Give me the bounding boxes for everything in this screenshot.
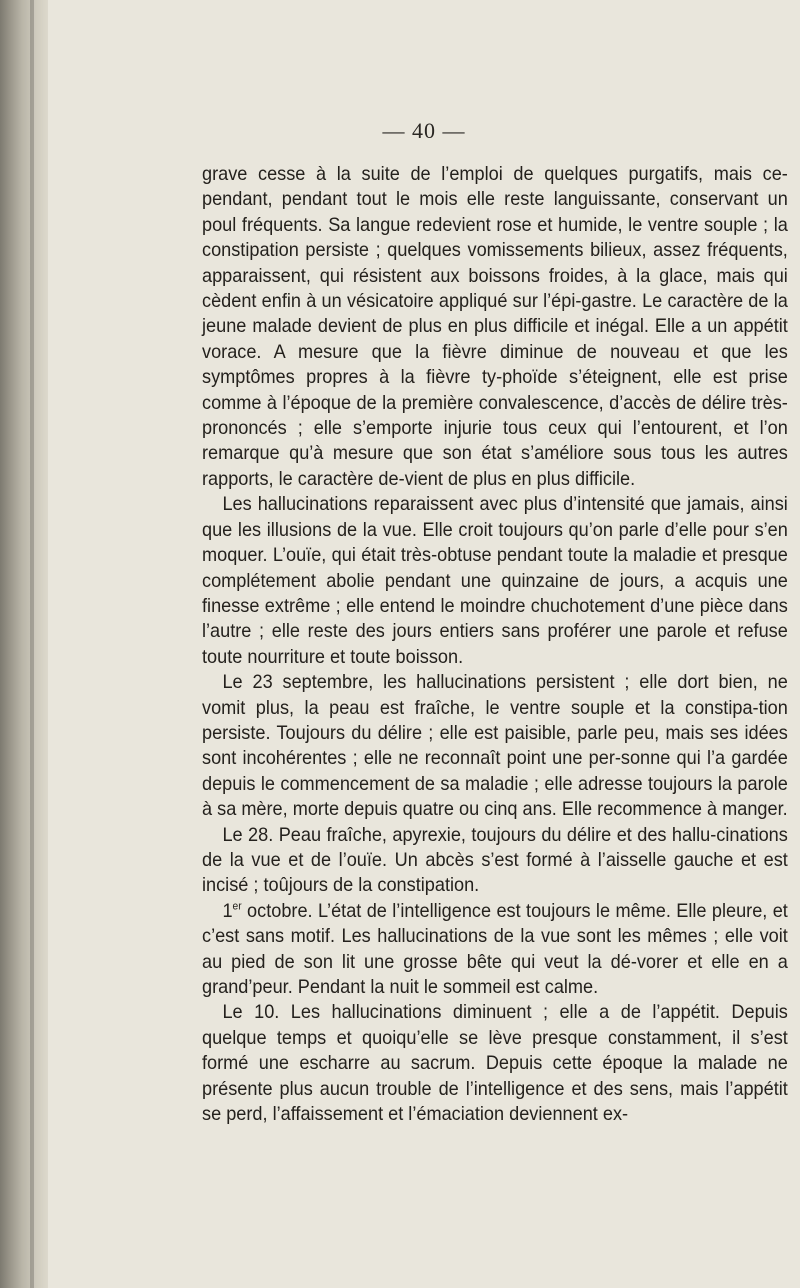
book-binding-edge [0,0,48,1288]
binding-shadow [30,0,34,1288]
book-page [48,0,800,1288]
paragraph-6: Le 10. Les hallucinations diminuent ; elle a de l’appétit. Depuis quelque temps et quoiqu’elle se lève presque constamment, il s’est formé une escharre au sacrum. Depuis cette époque la malade ne présente plus aucun trouble de l’intelligence et des sens, mais l’appétit se perd, l’affaissement et l’émaciation deviennent ex- [202,1001,788,1126]
paragraph-3: Le 23 septembre, les hallucinations persistent ; elle dort bien, ne vomit plus, la peau est fraîche, le ventre souple et la constipa-tion persiste. Toujours du délire ; elle est paisible, parle peu, mais ses idées sont incohérentes ; elle ne reconnaît point une per-sonne qui l’a gardée depuis le commencement de sa maladie ; elle adresse toujours la parole à sa mère, morte depuis quatre ou cinq ans. Elle recommence à manger. [202,671,788,821]
paragraph-5-text: octobre. L’état de l’intelligence est toujours le même. Elle pleure, et c’est sans motif. Les hallucinations de la vue sont les mêmes ; elle voit au pied de son lit une grosse bête qui veut la dé-vorer et elle en a grand’peur. Pendant la nuit le sommeil est calme. [202,899,788,998]
page-number: — 40 — [382,118,466,143]
paragraph-4: Le 28. Peau fraîche, apyrexie, toujours du délire et des hallu-cinations de la vue et de l’ouïe. Un abcès s’est formé à l’aisselle gauche et est incisé ; toûjours de la constipation. [202,823,788,897]
date-ordinal-suffix: er [232,900,242,913]
paragraph-1: grave cesse à la suite de l’emploi de quelques purgatifs, mais ce-pendant, pendant tout le mois elle reste languissante, conservant un poul fréquents. Sa langue redevient rose et humide, le ventre souple ; la constipation persiste ; quelques vomissements bilieux, assez fréquents, apparaissent, qui résistent aux boissons froides, à la glace, mais qui cèdent enfin à un vésicatoire appliqué sur l’épi-gastre. Le caractère de la jeune malade devient de plus en plus difficile et inégal. Elle a un appétit vorace. A mesure que la fièvre diminue de nouveau et que les symptômes propres à la fièvre ty-phoïde s’éteignent, elle est prise comme à l’époque de la première convalescence, d’accès de délire très-prononcés ; elle s’emporte injurie tous ceux qui l’entourent, et l’on remarque qu’à mesure que son état s’améliore sous tous les autres rapports, le caractère de-vient de plus en plus difficile. [202,163,788,490]
paragraph-2: Les hallucinations reparaissent avec plus d’intensité que jamais, ainsi que les illusions de la vue. Elle croit toujours qu’on parle d’elle pour s’en moquer. L’ouïe, qui était très-obtuse pendant toute la maladie et presque complétement abolie pendant une quinzaine de jours, a acquis une finesse extrême ; elle entend le moindre chuchotement d’une pièce dans l’autre ; elle reste des jours entiers sans proférer une parole et refuse toute nourriture et toute boisson. [202,493,788,668]
body-text [202,162,788,1127]
paragraph-5 [202,899,788,1001]
date-day: 1 [222,899,233,922]
